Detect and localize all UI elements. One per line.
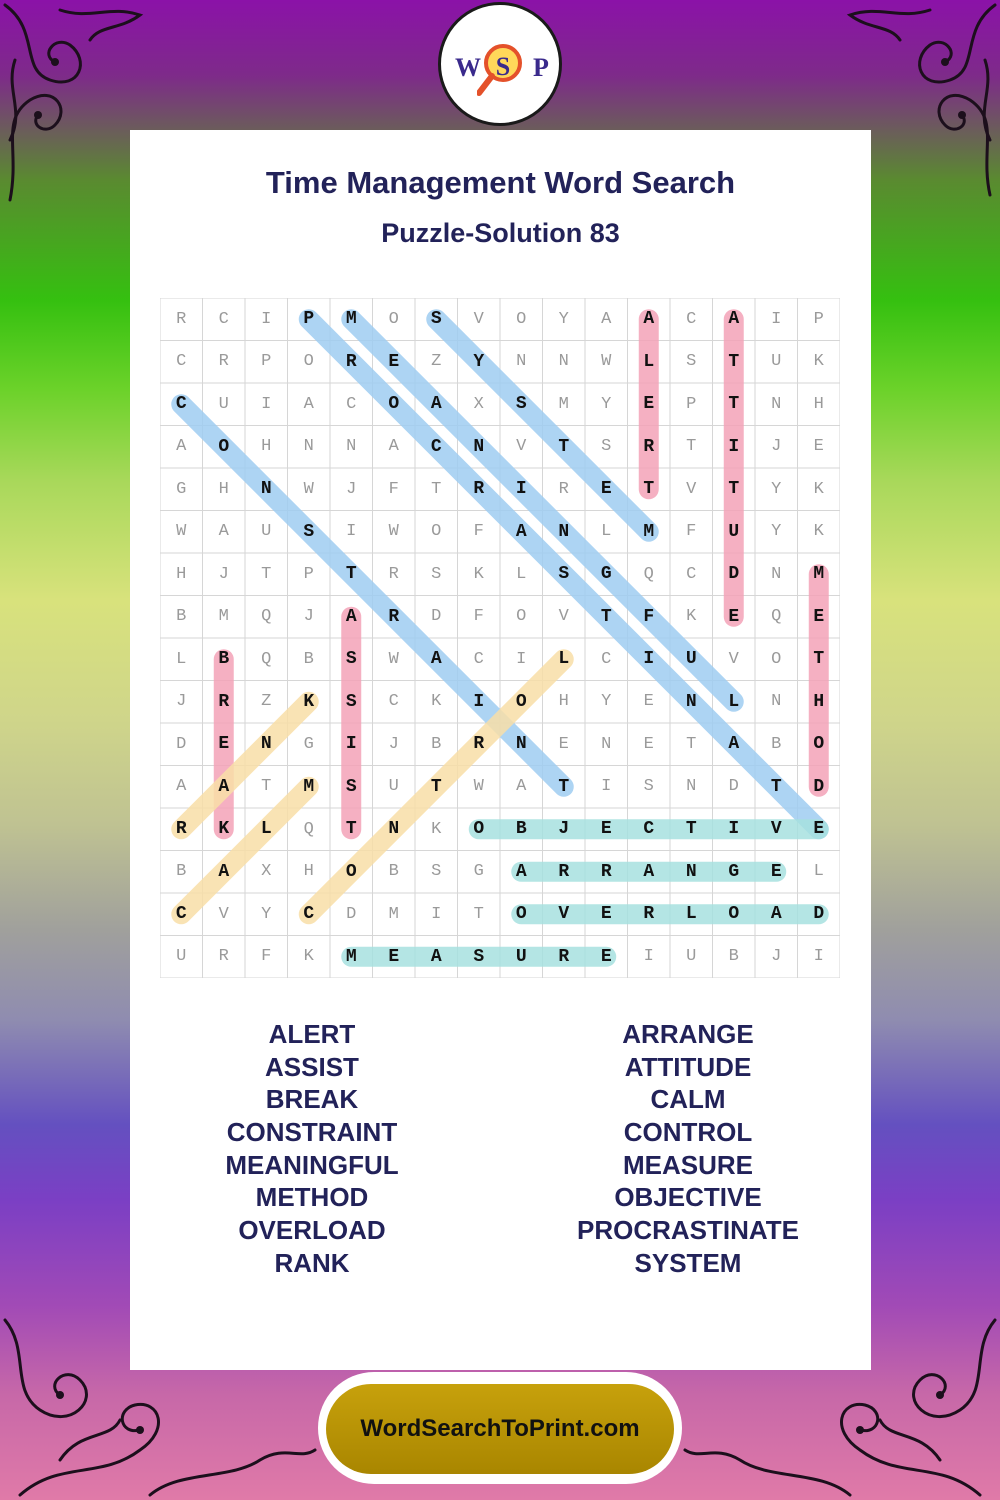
grid-cell[interactable]: R <box>218 352 229 372</box>
grid-cell[interactable]: L <box>643 351 655 372</box>
grid-cell[interactable]: L <box>260 819 272 840</box>
grid-cell[interactable]: A <box>430 946 442 967</box>
grid-cell[interactable]: N <box>686 777 697 797</box>
grid-cell[interactable]: R <box>175 819 187 840</box>
grid-cell[interactable]: O <box>473 819 485 840</box>
grid-cell[interactable]: V <box>218 904 229 924</box>
grid-cell[interactable]: Y <box>771 522 782 542</box>
grid-cell[interactable]: N <box>685 691 697 712</box>
logo-letter-w: W <box>455 53 481 82</box>
grid-cell[interactable]: W <box>601 352 612 372</box>
grid-cell[interactable]: G <box>473 862 484 882</box>
grid-cell[interactable]: A <box>218 861 230 882</box>
word-list-item: MEASURE <box>622 1149 753 1180</box>
grid-cell[interactable]: T <box>728 479 740 500</box>
grid-cell[interactable]: E <box>643 734 654 754</box>
grid-cell[interactable]: A <box>601 309 612 329</box>
grid-cell[interactable]: H <box>218 479 229 499</box>
grid-cell[interactable]: N <box>346 437 357 457</box>
grid-cell[interactable]: A <box>430 649 442 670</box>
grid-cell[interactable]: C <box>175 904 187 925</box>
grid-cell[interactable]: E <box>643 692 654 712</box>
grid-cell[interactable]: V <box>473 309 484 329</box>
grid-cell[interactable]: J <box>176 692 187 712</box>
grid-cell[interactable]: O <box>515 691 527 712</box>
grid-cell[interactable]: D <box>813 776 825 797</box>
grid-cell[interactable]: O <box>771 649 782 669</box>
grid-cell[interactable]: K <box>431 819 442 839</box>
grid-cell[interactable]: I <box>431 904 442 924</box>
grid-cell[interactable]: C <box>430 436 442 457</box>
word-list-item: RANK <box>274 1247 350 1278</box>
grid-cell[interactable]: A <box>218 776 230 797</box>
grid-cell[interactable]: J <box>771 947 782 967</box>
grid-cell[interactable]: M <box>388 904 399 924</box>
grid-cell[interactable]: W <box>388 649 399 669</box>
grid-cell[interactable]: C <box>176 352 187 372</box>
grid-cell[interactable]: C <box>601 649 612 669</box>
page-subtitle: Puzzle-Solution 83 <box>381 218 620 248</box>
grid-cell[interactable]: O <box>516 607 527 627</box>
grid-cell[interactable]: I <box>515 479 527 500</box>
grid-cell[interactable]: E <box>388 351 400 372</box>
word-list-item: CALM <box>650 1084 726 1115</box>
grid-cell[interactable]: M <box>345 309 357 330</box>
grid-cell[interactable]: A <box>643 861 655 882</box>
grid-cell[interactable]: H <box>303 862 314 882</box>
grid-cell[interactable]: L <box>685 904 697 925</box>
grid-cell[interactable]: B <box>303 649 314 669</box>
grid-cell[interactable]: R <box>388 564 399 584</box>
grid-cell[interactable]: I <box>601 777 612 797</box>
grid-cell[interactable]: A <box>728 309 740 330</box>
grid-cell[interactable]: B <box>218 649 230 670</box>
grid-cell[interactable]: N <box>260 479 272 500</box>
grid-cell[interactable]: S <box>643 777 654 797</box>
word-list-item: SYSTEM <box>634 1247 742 1278</box>
grid-cell[interactable]: R <box>218 947 229 967</box>
grid-cell[interactable]: E <box>813 606 825 627</box>
wsp-logo[interactable] <box>438 2 562 126</box>
grid-cell[interactable]: A <box>430 394 442 415</box>
grid-cell[interactable]: E <box>813 819 825 840</box>
grid-cell[interactable]: O <box>728 904 740 925</box>
grid-cell[interactable]: F <box>473 522 484 542</box>
grid-cell[interactable]: A <box>728 734 740 755</box>
grid-cell[interactable]: Y <box>771 479 782 499</box>
word-list-right <box>528 1018 848 1280</box>
grid-cell[interactable]: U <box>218 394 229 414</box>
grid-cell[interactable]: X <box>261 862 272 882</box>
grid-cell[interactable]: U <box>728 521 740 542</box>
grid-cell[interactable]: E <box>600 946 612 967</box>
logo-letter-p: P <box>533 53 549 82</box>
grid-cell[interactable]: S <box>431 564 442 584</box>
grid-cell[interactable]: T <box>558 436 570 457</box>
grid-cell[interactable]: Q <box>261 649 272 669</box>
grid-cell[interactable]: D <box>813 904 825 925</box>
grid-cell[interactable]: N <box>771 692 782 712</box>
word-list-item: METHOD <box>255 1182 369 1213</box>
grid-cell[interactable]: L <box>728 691 740 712</box>
grid-cell[interactable]: N <box>771 564 782 584</box>
grid-cell[interactable]: T <box>686 437 697 457</box>
grid-cell[interactable]: N <box>388 819 400 840</box>
grid-cell[interactable]: O <box>218 436 230 457</box>
grid-cell[interactable]: S <box>515 394 527 415</box>
grid-cell[interactable]: I <box>346 522 357 542</box>
grid-cell[interactable]: G <box>176 479 187 499</box>
grid-cell[interactable]: B <box>728 947 739 967</box>
word-list-item: ATTITUDE <box>624 1051 752 1082</box>
grid-cell[interactable]: B <box>176 607 187 627</box>
grid-cell[interactable]: C <box>175 394 187 415</box>
word-list-item: OVERLOAD <box>238 1215 386 1246</box>
grid-cell[interactable]: M <box>558 394 569 414</box>
grid-cell[interactable]: E <box>600 904 612 925</box>
grid-cell[interactable]: U <box>515 946 527 967</box>
grid-cell[interactable]: E <box>558 734 569 754</box>
grid-cell[interactable]: C <box>473 649 484 669</box>
grid-cell[interactable]: N <box>516 352 527 372</box>
grid-cell[interactable]: N <box>685 861 697 882</box>
grid-cell[interactable]: Q <box>771 607 782 627</box>
grid-cell[interactable]: C <box>686 309 697 329</box>
grid-cell[interactable]: E <box>728 606 740 627</box>
grid-cell[interactable]: P <box>686 394 697 414</box>
grid-cell[interactable]: I <box>345 734 357 755</box>
grid-cell[interactable]: I <box>516 649 527 669</box>
grid-cell[interactable]: F <box>473 607 484 627</box>
grid-cell[interactable]: U <box>261 522 272 542</box>
grid-cell[interactable]: R <box>218 691 230 712</box>
grid-cell[interactable]: O <box>431 522 442 542</box>
grid-cell[interactable]: A <box>515 521 527 542</box>
grid-cell[interactable]: S <box>431 862 442 882</box>
grid-cell[interactable]: A <box>218 522 229 542</box>
grid-cell[interactable]: N <box>473 436 485 457</box>
grid-cell[interactable]: K <box>303 691 315 712</box>
grid-cell[interactable]: V <box>558 904 570 925</box>
grid-cell[interactable]: Q <box>643 564 654 584</box>
puzzle-card <box>130 130 871 1370</box>
grid-cell[interactable]: R <box>473 479 485 500</box>
grid-cell[interactable]: C <box>303 904 315 925</box>
word-list-item: ALERT <box>268 1019 356 1049</box>
grid-cell[interactable]: J <box>218 564 229 584</box>
grid-cell[interactable]: W <box>303 479 314 499</box>
grid-cell[interactable]: V <box>728 649 739 669</box>
grid-cell[interactable]: B <box>515 819 527 840</box>
grid-cell[interactable]: K <box>813 352 824 372</box>
page-title: Time Management Word Search <box>265 165 736 200</box>
grid-cell[interactable]: S <box>345 649 357 670</box>
grid-cell[interactable]: F <box>686 522 697 542</box>
grid-cell[interactable]: Z <box>261 692 272 712</box>
grid-cell[interactable]: B <box>388 862 399 882</box>
grid-cell[interactable]: H <box>261 437 272 457</box>
grid-cell[interactable]: S <box>601 437 612 457</box>
grid-cell[interactable]: I <box>728 436 740 457</box>
grid-cell[interactable]: S <box>345 691 357 712</box>
grid-cell[interactable]: Q <box>303 819 314 839</box>
grid-cell[interactable]: O <box>388 394 400 415</box>
grid-cell[interactable]: U <box>771 352 782 372</box>
grid-cell[interactable]: N <box>260 734 272 755</box>
grid-cell[interactable]: U <box>686 947 697 967</box>
grid-cell[interactable]: O <box>813 734 825 755</box>
grid-cell[interactable]: A <box>770 904 782 925</box>
grid-cell[interactable]: I <box>643 947 654 967</box>
grid-cell[interactable]: O <box>515 904 527 925</box>
grid-cell[interactable]: K <box>686 607 697 627</box>
grid-cell[interactable]: J <box>558 819 570 840</box>
grid-cell[interactable]: F <box>388 479 399 499</box>
grid-cell[interactable]: C <box>643 819 655 840</box>
grid-cell[interactable]: T <box>261 564 272 584</box>
grid-cell[interactable]: T <box>558 776 570 797</box>
grid-cell[interactable]: T <box>686 734 697 754</box>
letter-grid <box>160 298 840 978</box>
grid-cell[interactable]: S <box>473 946 485 967</box>
grid-cell[interactable]: Y <box>558 309 569 329</box>
grid-cell[interactable]: L <box>558 649 570 670</box>
grid-cell[interactable]: H <box>813 691 825 712</box>
grid-cell[interactable]: M <box>345 946 357 967</box>
word-list-left <box>152 1018 472 1280</box>
grid-cell[interactable]: T <box>813 649 825 670</box>
grid-cell[interactable]: R <box>643 904 655 925</box>
grid-cell[interactable]: R <box>388 606 400 627</box>
grid-cell[interactable]: V <box>686 479 697 499</box>
grid-cell[interactable]: J <box>303 607 314 627</box>
grid-cell[interactable]: K <box>813 522 824 542</box>
grid-cell[interactable]: P <box>813 309 824 329</box>
grid-cell[interactable]: O <box>345 861 357 882</box>
grid-cell[interactable]: K <box>303 947 314 967</box>
grid-cell[interactable]: P <box>261 352 272 372</box>
grid-cell[interactable]: D <box>431 607 442 627</box>
grid-cell[interactable]: T <box>685 819 697 840</box>
grid-cell[interactable]: Y <box>261 904 272 924</box>
grid-cell[interactable]: T <box>728 351 740 372</box>
grid-cell[interactable]: R <box>558 479 569 499</box>
grid-cell[interactable]: A <box>516 777 527 797</box>
grid-cell[interactable]: V <box>558 607 569 627</box>
grid-cell[interactable]: K <box>473 564 484 584</box>
grid-cell[interactable]: N <box>515 734 527 755</box>
grid-cell[interactable]: I <box>261 394 272 414</box>
grid-cell[interactable]: N <box>558 352 569 372</box>
grid-cell[interactable]: K <box>218 819 230 840</box>
grid-cell[interactable]: C <box>218 309 229 329</box>
grid-cell[interactable]: L <box>516 564 527 584</box>
grid-cell[interactable]: I <box>771 309 782 329</box>
grid-cell[interactable]: U <box>685 649 697 670</box>
grid-cell[interactable]: E <box>600 479 612 500</box>
word-list-item: BREAK <box>265 1084 359 1115</box>
grid-cell[interactable]: N <box>558 521 570 542</box>
grid-cell[interactable]: I <box>261 309 272 329</box>
grid-cell[interactable]: D <box>728 564 740 585</box>
grid-cell[interactable]: H <box>558 692 569 712</box>
grid-cell[interactable]: C <box>346 394 357 414</box>
grid-cell[interactable]: A <box>176 777 187 797</box>
grid-cell[interactable]: V <box>770 819 782 840</box>
grid-cell[interactable]: M <box>218 607 229 627</box>
grid-cell[interactable]: G <box>728 861 740 882</box>
grid-cell[interactable]: S <box>345 776 357 797</box>
word-list-item: ASSIST <box>265 1051 359 1082</box>
grid-cell[interactable]: N <box>601 734 612 754</box>
grid-cell[interactable]: B <box>176 862 187 882</box>
grid-cell[interactable]: E <box>218 734 230 755</box>
grid-cell[interactable]: L <box>601 522 612 542</box>
grid-cell[interactable]: I <box>643 649 655 670</box>
grid-cell[interactable]: T <box>430 776 442 797</box>
grid-cell[interactable]: X <box>473 394 484 414</box>
grid-cell[interactable]: R <box>176 309 187 329</box>
grid-cell[interactable]: E <box>643 394 655 415</box>
grid-cell[interactable]: E <box>813 437 824 457</box>
word-list-item: PROCRASTINATE <box>577 1215 799 1246</box>
word-list-item: CONTROL <box>623 1117 753 1148</box>
grid-cell[interactable]: H <box>813 394 824 414</box>
grid-cell[interactable]: L <box>813 862 824 882</box>
grid-cell[interactable]: S <box>558 564 570 585</box>
grid-cell[interactable]: S <box>430 309 442 330</box>
grid-cell[interactable]: I <box>813 947 824 967</box>
grid-cell[interactable]: M <box>813 564 825 585</box>
grid-cell[interactable]: F <box>643 606 655 627</box>
grid-cell[interactable]: W <box>176 522 187 542</box>
word-list-item: ARRANGE <box>622 1019 754 1049</box>
grid-cell[interactable]: J <box>388 734 399 754</box>
site-link[interactable]: WordSearchToPrint.com <box>326 1384 674 1474</box>
grid-cell[interactable]: W <box>388 522 399 542</box>
grid-cell[interactable]: K <box>431 692 442 712</box>
grid-cell[interactable]: T <box>770 776 782 797</box>
grid-cell[interactable]: A <box>176 437 187 457</box>
grid-cell[interactable]: G <box>600 564 612 585</box>
grid-cell[interactable]: Q <box>261 607 272 627</box>
grid-cell[interactable]: T <box>345 564 357 585</box>
grid-cell[interactable]: U <box>388 777 399 797</box>
grid-cell[interactable]: N <box>771 394 782 414</box>
grid-cell[interactable]: T <box>345 819 357 840</box>
grid-cell[interactable]: T <box>431 479 442 499</box>
grid-cell[interactable]: V <box>516 437 527 457</box>
grid-cell[interactable]: F <box>261 947 272 967</box>
word-list-item: MEANINGFUL <box>225 1149 399 1180</box>
grid-cell[interactable]: R <box>345 351 357 372</box>
grid-cell[interactable]: O <box>303 352 314 372</box>
word-list-item: CONSTRAINT <box>226 1117 398 1148</box>
grid-cell[interactable]: Y <box>601 692 612 712</box>
grid-cell[interactable]: I <box>473 691 485 712</box>
word-search-grid <box>160 298 840 978</box>
grid-cell[interactable]: Y <box>601 394 612 414</box>
grid-cell[interactable]: H <box>176 564 187 584</box>
grid-cell[interactable]: A <box>643 309 655 330</box>
grid-cell[interactable]: T <box>600 606 612 627</box>
grid-cell[interactable]: O <box>388 309 399 329</box>
logo-letter-s: S <box>495 52 511 81</box>
grid-cell[interactable]: R <box>558 861 570 882</box>
grid-cell[interactable]: A <box>515 861 527 882</box>
grid-cell[interactable]: R <box>473 734 485 755</box>
grid-cell[interactable]: U <box>176 947 187 967</box>
grid-cell[interactable]: D <box>728 777 739 797</box>
grid-cell[interactable]: P <box>303 309 315 330</box>
grid-cell[interactable]: R <box>558 946 570 967</box>
grid-cell[interactable]: P <box>303 564 314 584</box>
grid-cell[interactable]: C <box>388 692 399 712</box>
grid-cell[interactable]: C <box>686 564 697 584</box>
grid-cell[interactable]: D <box>346 904 357 924</box>
grid-cell[interactable]: R <box>600 861 612 882</box>
grid-cell[interactable]: A <box>303 394 314 414</box>
grid-cell[interactable]: S <box>686 352 697 372</box>
grid-cell[interactable]: K <box>813 479 824 499</box>
grid-cell[interactable]: D <box>176 734 187 754</box>
grid-cell[interactable]: R <box>643 436 655 457</box>
grid-cell[interactable]: T <box>473 904 484 924</box>
grid-cell[interactable]: N <box>303 437 314 457</box>
grid-cell[interactable]: T <box>728 394 740 415</box>
grid-cell[interactable]: M <box>643 521 655 542</box>
grid-cell[interactable]: J <box>346 479 357 499</box>
grid-cell[interactable]: E <box>770 861 782 882</box>
grid-cell[interactable]: E <box>388 946 400 967</box>
grid-cell[interactable]: W <box>473 777 484 797</box>
grid-cell[interactable]: L <box>176 649 187 669</box>
grid-cell[interactable]: A <box>345 606 357 627</box>
grid-cell[interactable]: Z <box>431 352 442 372</box>
site-banner[interactable] <box>318 1372 682 1484</box>
grid-cell[interactable]: B <box>431 734 442 754</box>
grid-cell[interactable]: J <box>771 437 782 457</box>
grid-cell[interactable]: S <box>303 521 315 542</box>
grid-cell[interactable]: A <box>388 437 399 457</box>
word-list-item: OBJECTIVE <box>614 1182 762 1213</box>
grid-cell[interactable]: G <box>303 734 314 754</box>
grid-cell[interactable]: E <box>600 819 612 840</box>
grid-cell[interactable]: Y <box>473 351 485 372</box>
grid-cell[interactable]: T <box>261 777 272 797</box>
grid-cell[interactable]: O <box>516 309 527 329</box>
grid-cell[interactable]: T <box>643 479 655 500</box>
grid-cell[interactable]: M <box>303 776 315 797</box>
grid-cell[interactable]: B <box>771 734 782 754</box>
grid-cell[interactable]: I <box>728 819 740 840</box>
